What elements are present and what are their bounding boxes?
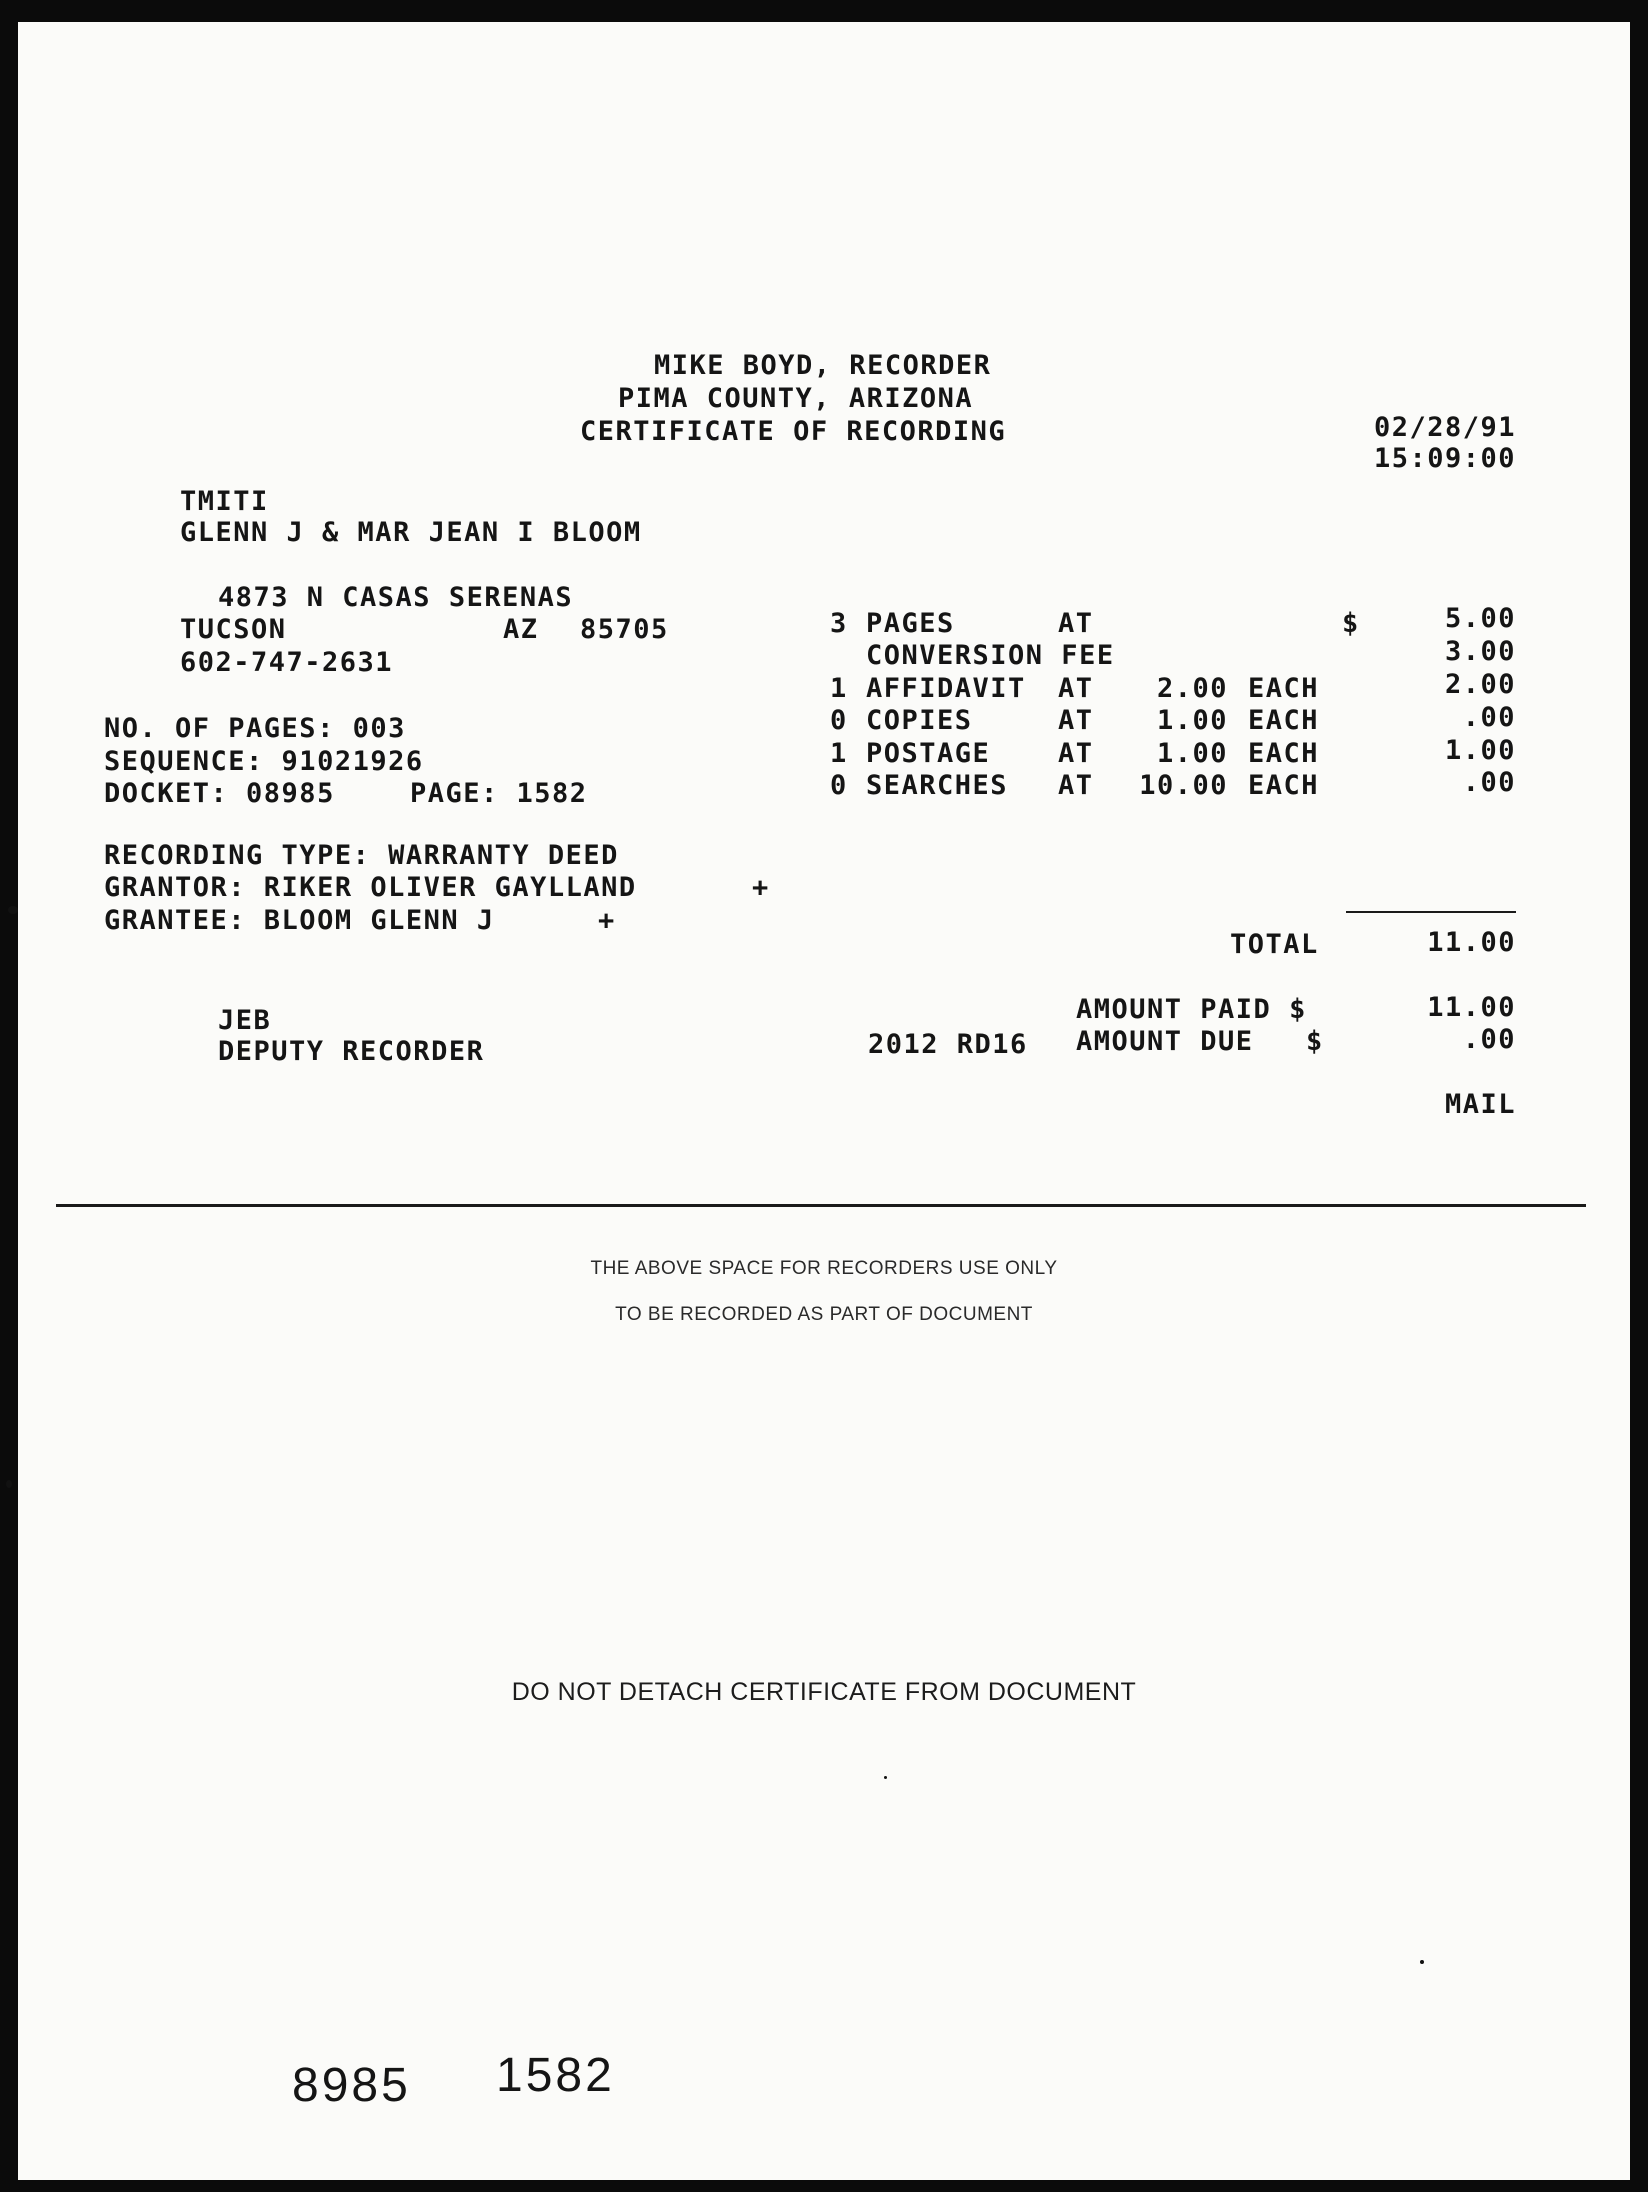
fee-qty: 1 bbox=[830, 738, 848, 769]
total-rule bbox=[1346, 911, 1516, 913]
amount-due-symbol: $ bbox=[1306, 1026, 1324, 1057]
party-zip: 85705 bbox=[580, 614, 669, 645]
fee-item: PAGES bbox=[866, 608, 955, 639]
fee-amount: .00 bbox=[1462, 702, 1516, 733]
party-state: AZ bbox=[503, 614, 539, 645]
party-phone: 602-747-2631 bbox=[180, 647, 394, 678]
fee-amount: 3.00 bbox=[1444, 636, 1516, 667]
scan-speck bbox=[1420, 1960, 1424, 1964]
amount-paid-label: AMOUNT PAID $ bbox=[1076, 994, 1307, 1025]
fee-amount: .00 bbox=[1462, 767, 1516, 798]
recording-time: 15:09:00 bbox=[1373, 443, 1516, 474]
page-number: PAGE: 1582 bbox=[410, 778, 588, 809]
number-of-pages: NO. OF PAGES: 003 bbox=[104, 713, 406, 744]
scan-speck bbox=[884, 1776, 887, 1779]
scan-speck bbox=[8, 906, 18, 914]
recorder-name: MIKE BOYD, RECORDER bbox=[654, 350, 992, 381]
fee-qty: 0 bbox=[830, 705, 848, 736]
docket-number: DOCKET: 08985 bbox=[104, 778, 335, 809]
amount-due: .00 bbox=[1462, 1024, 1516, 1055]
delivery-method: MAIL bbox=[1444, 1089, 1516, 1120]
amount-paid: 11.00 bbox=[1427, 992, 1516, 1023]
page-stamp: 1582 bbox=[496, 2049, 615, 2102]
currency-symbol: $ bbox=[1342, 608, 1360, 639]
recording-type: RECORDING TYPE: WARRANTY DEED bbox=[104, 840, 619, 871]
total-amount: 11.00 bbox=[1427, 927, 1516, 958]
fee-at: AT bbox=[1058, 738, 1094, 769]
recording-date: 02/28/91 bbox=[1373, 412, 1516, 443]
fee-at: AT bbox=[1058, 705, 1094, 736]
grantee: GRANTEE: BLOOM GLENN J bbox=[104, 905, 495, 936]
fee-at: AT bbox=[1058, 608, 1094, 639]
fee-item: POSTAGE bbox=[866, 738, 991, 769]
docket-stamp: 8985 bbox=[292, 2059, 411, 2112]
fee-each: EACH bbox=[1248, 673, 1320, 704]
party-code: TMITI bbox=[180, 486, 269, 517]
part-of-document-note: TO BE RECORDED AS PART OF DOCUMENT bbox=[615, 1304, 1033, 1325]
party-name: GLENN J & MAR JEAN I BLOOM bbox=[180, 517, 642, 548]
fee-at: AT bbox=[1058, 673, 1094, 704]
fee-rate: 10.00 bbox=[1139, 770, 1228, 801]
county-name: PIMA COUNTY, ARIZONA bbox=[618, 383, 974, 414]
recorder-use-note: THE ABOVE SPACE FOR RECORDERS USE ONLY bbox=[590, 1258, 1058, 1279]
fee-item: AFFIDAVIT bbox=[866, 673, 1026, 704]
sequence-number: SEQUENCE: 91021926 bbox=[104, 746, 424, 777]
grantor: GRANTOR: RIKER OLIVER GAYLLAND bbox=[104, 872, 637, 903]
terminal-code: 2012 RD16 bbox=[868, 1029, 1028, 1060]
fee-amount: 5.00 bbox=[1444, 603, 1516, 634]
fee-item: SEARCHES bbox=[866, 770, 1009, 801]
fee-item: COPIES bbox=[866, 705, 973, 736]
fee-item: CONVERSION FEE bbox=[866, 640, 1115, 671]
fee-at: AT bbox=[1058, 770, 1094, 801]
scan-speck bbox=[6, 1480, 12, 1488]
fee-rate: 1.00 bbox=[1156, 705, 1228, 736]
fee-each: EACH bbox=[1248, 770, 1320, 801]
certificate-title: CERTIFICATE OF RECORDING bbox=[580, 416, 1007, 447]
grantor-more-mark: + bbox=[752, 872, 770, 903]
grantee-more-mark: + bbox=[598, 905, 616, 936]
fee-qty: 0 bbox=[830, 770, 848, 801]
detach-warning: DO NOT DETACH CERTIFICATE FROM DOCUMENT bbox=[511, 1678, 1137, 1706]
fee-rate: 1.00 bbox=[1156, 738, 1228, 769]
fee-each: EACH bbox=[1248, 738, 1320, 769]
deputy-initials: JEB bbox=[218, 1005, 272, 1036]
fee-each: EACH bbox=[1248, 705, 1320, 736]
fee-rate: 2.00 bbox=[1156, 673, 1228, 704]
fee-qty: 3 bbox=[830, 608, 848, 639]
party-city: TUCSON bbox=[180, 614, 287, 645]
separator-line bbox=[56, 1204, 1586, 1207]
party-street: 4873 N CASAS SERENAS bbox=[218, 582, 574, 613]
fee-amount: 1.00 bbox=[1444, 735, 1516, 766]
amount-due-label: AMOUNT DUE bbox=[1076, 1026, 1254, 1057]
deputy-title: DEPUTY RECORDER bbox=[218, 1036, 485, 1067]
fee-qty: 1 bbox=[830, 673, 848, 704]
total-label: TOTAL bbox=[1230, 929, 1319, 960]
fee-amount: 2.00 bbox=[1444, 669, 1516, 700]
